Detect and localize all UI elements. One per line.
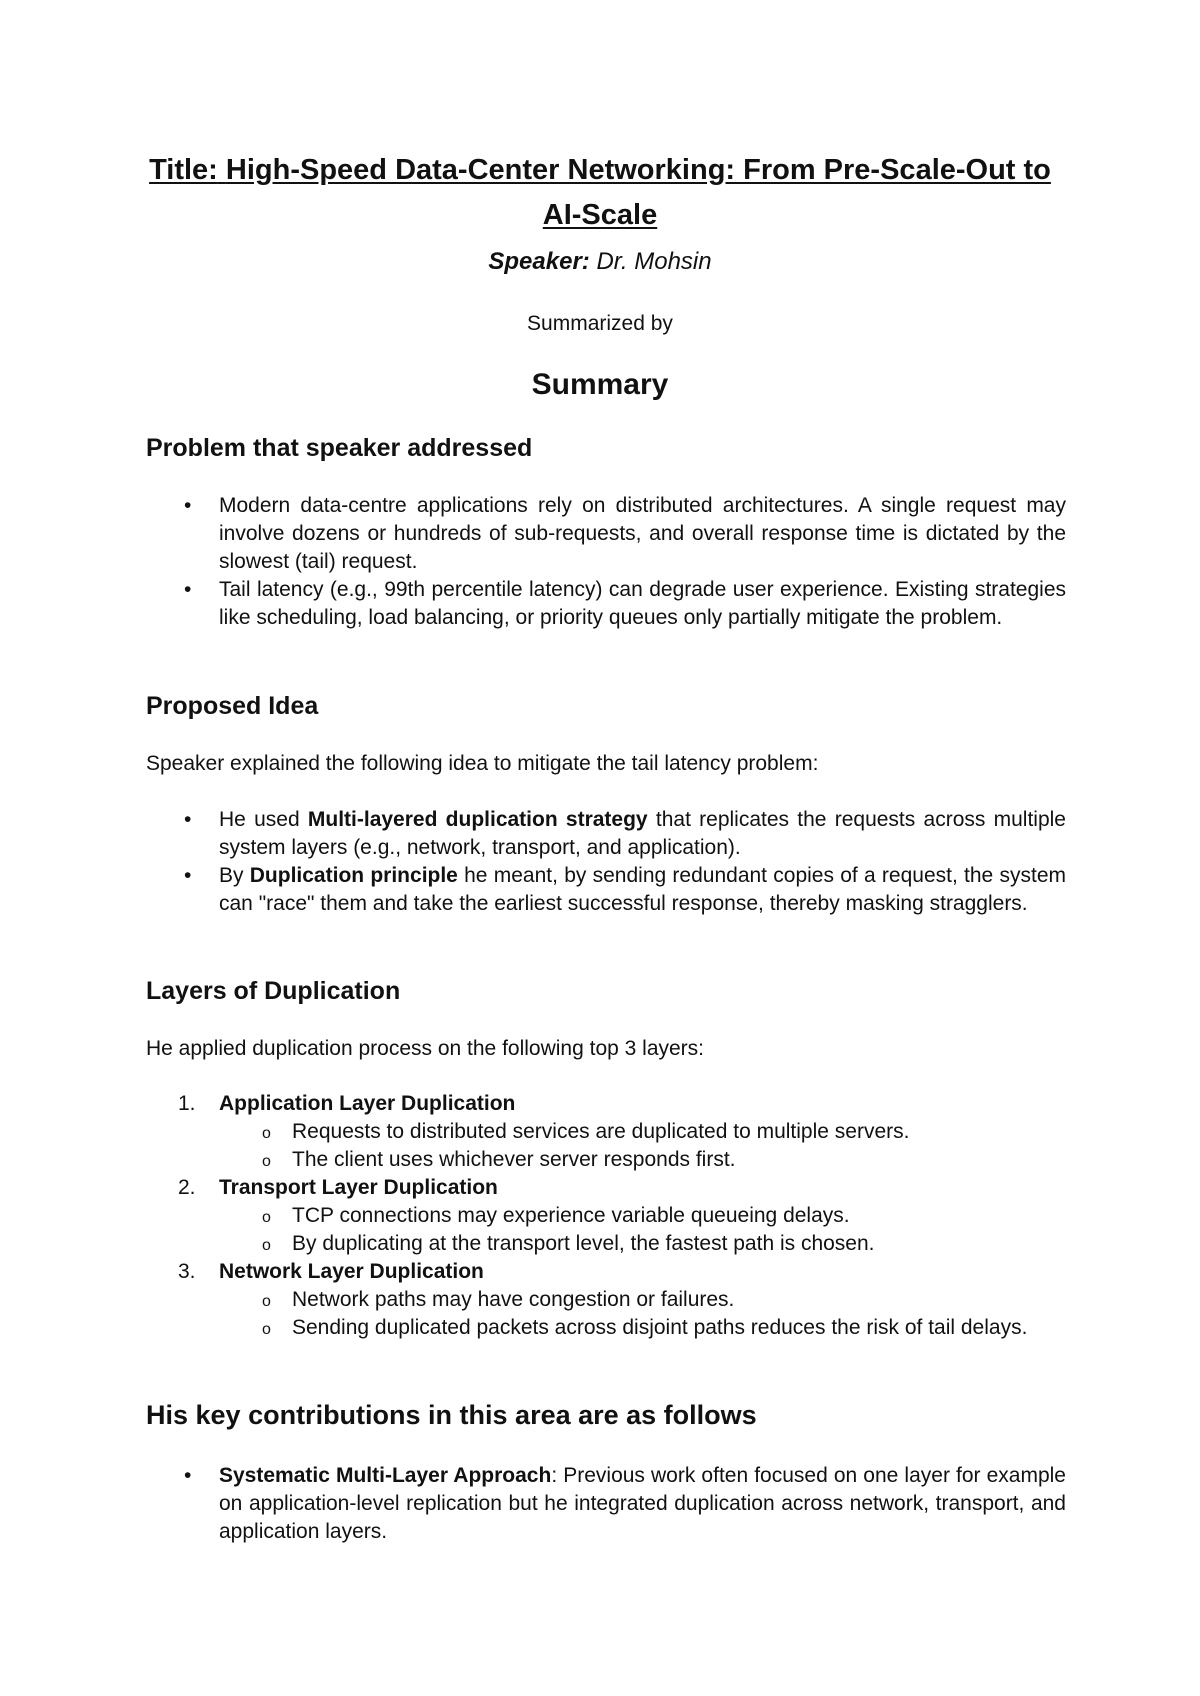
- layer-3-title: Network Layer Duplication: [219, 1260, 484, 1283]
- summarized-by: Summarized by: [527, 312, 673, 335]
- layer-1-title: Application Layer Duplication: [219, 1092, 516, 1115]
- list-item: [219, 1118, 1066, 1146]
- sub-marker: o: [262, 1125, 271, 1142]
- title-label: Title:: [149, 154, 218, 186]
- proposed-list: [146, 806, 1066, 918]
- layers-intro: He applied duplication process on the following top 3 layers:: [146, 1037, 705, 1060]
- proposed-bullet-2-bold: Duplication principle: [249, 864, 458, 887]
- layer-1-sub-1: Requests to distributed services are duplicated to multiple servers.: [292, 1120, 910, 1143]
- layers-heading: Layers of Duplication: [146, 977, 401, 1005]
- title-text: High-Speed Data-Center Networking: From Pre-Scale-Out to AI-Scale: [225, 154, 1051, 231]
- speaker-label: Speaker:: [488, 248, 590, 275]
- speaker-name: Dr. Mohsin: [596, 248, 712, 275]
- problem-list: [146, 492, 1066, 632]
- contribution-1-bold: Systematic Multi-Layer Approach: [219, 1464, 552, 1487]
- list-item: [219, 1230, 1066, 1258]
- proposed-bullet-2-pre: By: [219, 864, 250, 887]
- contributions-heading: His key contributions in this area are as follows: [146, 1400, 757, 1430]
- proposed-bullet-2-post: he meant, by sending redundant copies of a request, the system can "race" them and take the earliest successful response, thereby masking stragglers.: [219, 864, 1066, 915]
- list-item: [146, 806, 1066, 862]
- problem-heading: Problem that speaker addressed: [146, 434, 533, 462]
- contribution-1-text: : Previous work often focused on one layer for example on application-level replication but he integrated duplication across network, transport, and application layers.: [219, 1464, 1066, 1543]
- list-item: [219, 1146, 1066, 1174]
- list-item: [219, 1286, 1066, 1314]
- list-item: [219, 1314, 1066, 1342]
- list-item: [146, 1462, 1066, 1546]
- layer-2-sub-1: TCP connections may experience variable queueing delays.: [292, 1204, 850, 1227]
- proposed-intro: Speaker explained the following idea to mitigate the tail latency problem:: [146, 752, 819, 775]
- layer-3-sub-2: Sending duplicated packets across disjoint paths reduces the risk of tail delays.: [292, 1316, 1028, 1339]
- proposed-bullet-1-bold: Multi-layered duplication strategy: [307, 808, 648, 831]
- layer-2-number: 2.: [178, 1176, 196, 1199]
- proposed-bullet-1-pre: He used: [219, 808, 308, 831]
- list-item: [146, 862, 1066, 918]
- layer-2-sub-2: By duplicating at the transport level, the fastest path is chosen.: [292, 1232, 875, 1255]
- layer-2-title: Transport Layer Duplication: [219, 1176, 498, 1199]
- contributions-list: [146, 1462, 1066, 1546]
- layer-3-sub-1: Network paths may have congestion or failures.: [292, 1288, 735, 1311]
- problem-bullet-1: Modern data-centre applications rely on distributed architectures. A single request may involve dozens or hundreds of sub-requests, and overall response time is dictated by the slowest (tail) request.: [219, 494, 1066, 573]
- sub-marker: o: [262, 1209, 271, 1226]
- speaker-line: [0, 248, 1200, 276]
- list-item: [219, 1202, 1066, 1230]
- layer-1-sub-2: The client uses whichever server responds first.: [292, 1148, 736, 1171]
- proposed-bullet-1-post: that replicates the requests across multiple system layers (e.g., network, transport, and application).: [219, 808, 1066, 859]
- layers-list: [146, 1090, 1066, 1342]
- proposed-heading: Proposed Idea: [146, 692, 319, 720]
- list-item: [146, 1258, 1066, 1342]
- document-title: [145, 148, 1055, 238]
- list-item: [146, 492, 1066, 576]
- list-item: [146, 1090, 1066, 1174]
- sub-marker: o: [262, 1237, 271, 1254]
- sub-marker: o: [262, 1153, 271, 1170]
- sub-marker: o: [262, 1293, 271, 1310]
- summary-heading: Summary: [531, 368, 669, 401]
- problem-bullet-2: Tail latency (e.g., 99th percentile latency) can degrade user experience. Existing strategies like scheduling, load balancing, or priority queues only partially mitigate the problem.: [219, 578, 1066, 629]
- layer-1-number: 1.: [178, 1092, 196, 1115]
- layer-3-number: 3.: [178, 1260, 196, 1283]
- sub-marker: o: [262, 1321, 271, 1338]
- list-item: [146, 576, 1066, 632]
- list-item: [146, 1174, 1066, 1258]
